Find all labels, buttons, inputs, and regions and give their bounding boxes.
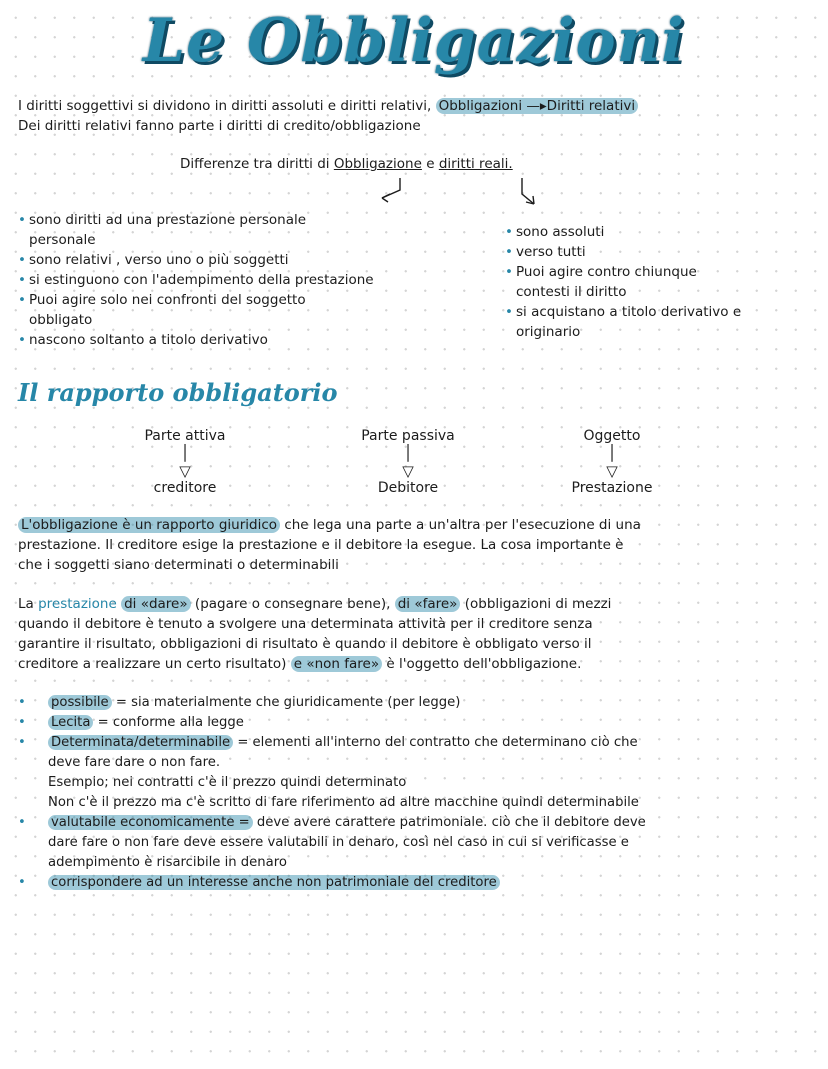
list-item: dare fare o non fare deve essere valutabili in denaro, così nel caso in cui si verificasse e (48, 835, 629, 850)
arrow-right-line (522, 178, 534, 204)
section-heading-rapporto: Il rapporto obbligatorio (18, 378, 338, 407)
parte-value: Prestazione (571, 480, 653, 496)
req-def: deve avere carattere patrimoniale. ciò che il debitore deve (256, 815, 646, 830)
reali-list (505, 222, 741, 342)
req-def: = conforme alla legge (97, 715, 244, 730)
list-item: deve fare dare o non fare. (48, 755, 221, 770)
parte-value: Debitore (377, 480, 439, 496)
para1-line-2: prestazione. Il creditore esige la prestazione e il debitore la esegue. La cosa importante è (18, 537, 624, 553)
list-item: • sono relativi , verso uno o più soggetti (18, 250, 374, 270)
parte-attiva (100, 428, 270, 496)
list-item (18, 873, 646, 893)
list-item: • sono assoluti (505, 222, 741, 242)
para1-line-1 (18, 515, 641, 535)
list-item: • si acquistano a titolo derivativo e (505, 302, 741, 322)
list-item: obbligato (29, 312, 93, 328)
list-item: • Puoi agire contro chiunque (505, 262, 741, 282)
list-item: • si estinguono con l'adempimento della prestazione (18, 270, 374, 290)
differenze-conj: e (426, 156, 435, 172)
req-term: valutabile economicamente = (48, 815, 253, 830)
req-def: = sia materialmente che giuridicamente (per legge) (115, 695, 461, 710)
requisiti-list (18, 693, 646, 893)
para2-fare: di «fare» (395, 596, 461, 612)
para2-line-1 (18, 594, 611, 614)
intro-text: I diritti soggettivi si dividono in diritti assoluti e diritti relativi, (18, 98, 432, 114)
arrow-left-head (382, 194, 390, 202)
parte-passiva (323, 428, 493, 496)
down-arrow-icon: │ ▽ (179, 444, 191, 480)
list-item: • verso tutti (505, 242, 741, 262)
page-title: Le Obbligazioni (142, 6, 686, 76)
para2-dare: di «dare» (121, 596, 191, 612)
req-def: = elementi all'interno del contratto che determinano ciò che (237, 735, 638, 750)
list-item (18, 713, 646, 733)
parte-value: creditore (153, 480, 217, 496)
obbligazione-list (18, 210, 374, 350)
intro-line-1 (18, 96, 638, 116)
para2-line-3: garantire il risultato, obbligazioni di risultato è quando il debitore è obbligato verso il (18, 636, 592, 652)
para2-line-2: quando il debitore è tenuto a svolgere una determinata attività per il creditore senza (18, 616, 593, 632)
intro-highlight: Obbligazioni —▸Diritti relativi (436, 98, 639, 114)
down-arrow-icon: │ ▽ (402, 444, 414, 480)
req-term: corrispondere ad un interesse anche non patrimoniale del creditore (48, 875, 500, 890)
para1-rest: che lega una parte a un'altra per l'esecuzione di una (284, 517, 641, 533)
list-item: adempimento è risarcibile in denaro (48, 855, 287, 870)
intro-line-2: Dei diritti relativi fanno parte i diritti di credito/obbligazione (18, 118, 421, 134)
para2-dare-note: (pagare o consegnare bene), (194, 596, 391, 612)
para1-highlight: L'obbligazione è un rapporto giuridico (18, 517, 280, 533)
para2-line4-text: creditore a realizzare un certo risultato) (18, 656, 287, 672)
differenze-heading (180, 154, 513, 174)
list-item: originario (516, 324, 581, 340)
para2-prestazione: prestazione (38, 596, 117, 612)
list-item (18, 693, 646, 713)
para2-line4-end: è l'oggetto dell'obbligazione. (386, 656, 582, 672)
list-item: • sono diritti ad una prestazione personale (18, 210, 374, 230)
list-item: Esempio; nei contratti c'è il prezzo quindi determinato (48, 775, 407, 790)
para2-non-fare: e «non fare» (291, 656, 382, 672)
list-item: • Puoi agire solo nei confronti del soggetto (18, 290, 374, 310)
differenze-term-reali: diritti reali. (438, 156, 513, 172)
req-term: Lecita (48, 715, 93, 730)
para2-fare-note: (obbligazioni di mezzi (464, 596, 612, 612)
para1-line-3: che i soggetti siano determinati o determinabili (18, 557, 339, 573)
para2-la: La (18, 596, 34, 612)
down-arrow-icon: │ ▽ (606, 444, 618, 480)
differenze-arrows (360, 174, 560, 214)
oggetto (527, 428, 697, 496)
differenze-prefix: Differenze tra diritti di (180, 156, 330, 172)
list-item (18, 733, 646, 753)
parte-label: Parte attiva (144, 428, 226, 444)
parte-label: Oggetto (583, 428, 641, 444)
list-item: personale (29, 232, 96, 248)
arrow-left-line (382, 178, 400, 198)
list-item (18, 813, 646, 833)
list-item: Non c'è il prezzo ma c'è scritto di fare riferimento ad altre macchine quindi determinabile (48, 795, 639, 810)
parte-label: Parte passiva (361, 428, 455, 444)
req-term: possibile (48, 695, 112, 710)
list-item: contesti il diritto (516, 284, 627, 300)
req-term: Determinata/determinabile (48, 735, 233, 750)
list-item: • nascono soltanto a titolo derivativo (18, 330, 374, 350)
differenze-term-obbligazione: Obbligazione (333, 156, 422, 172)
para2-line-4 (18, 654, 581, 674)
